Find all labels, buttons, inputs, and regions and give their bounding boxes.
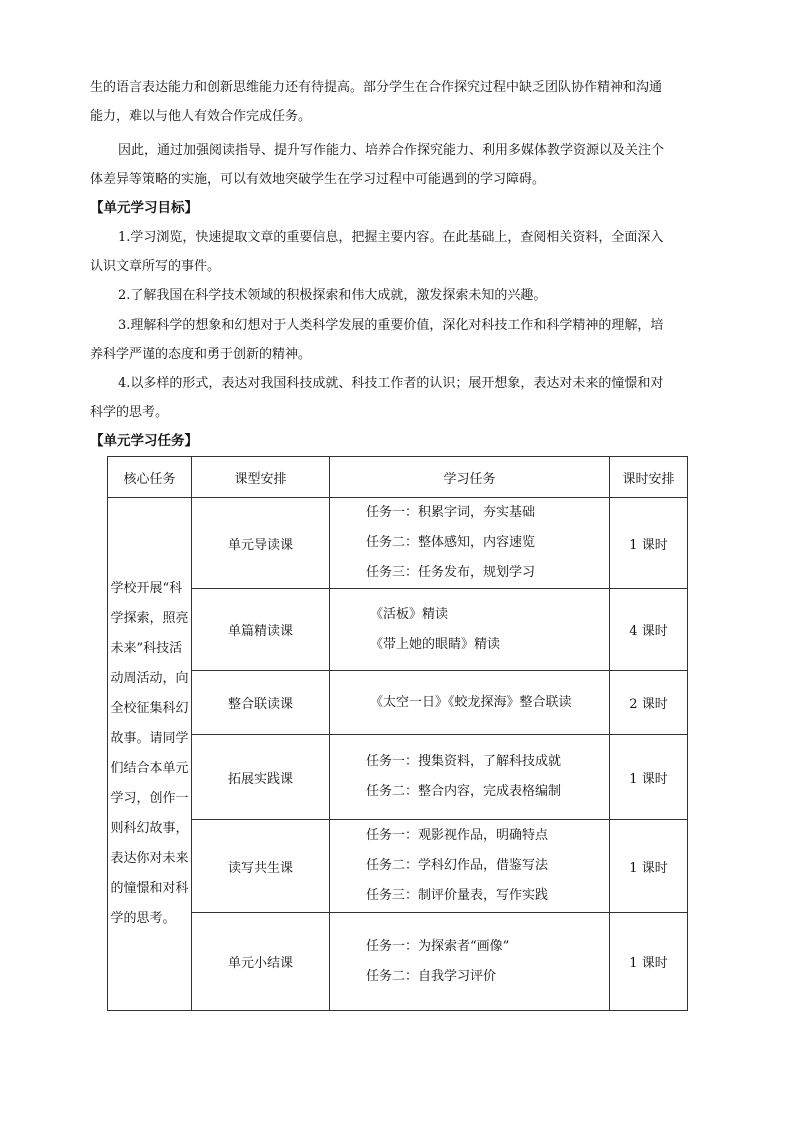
- conclusion-line-1: 因此，通过加强阅读指导、提升写作能力、培养合作探究能力、利用多媒体教学资源以及关注个: [118, 143, 665, 158]
- header-learning-task: 学习任务: [330, 457, 610, 498]
- class-hours-cell: 1 课时: [610, 498, 688, 589]
- table-header-row: [108, 457, 688, 498]
- table-row: [108, 735, 688, 820]
- task-item: 任务一：观影视作品，明确特点: [366, 828, 549, 843]
- header-core-task: 核心任务: [108, 457, 192, 498]
- lesson-type-cell: 读写共生课: [192, 820, 330, 913]
- task-item: 任务三：任务发布，规划学习: [366, 565, 536, 580]
- lesson-type-cell: 拓展实践课: [192, 735, 330, 820]
- lesson-type-cell: 整合联读课: [192, 671, 330, 735]
- intro-line-1: 生的语言表达能力和创新思维能力还有待提高。部分学生在合作探究过程中缺乏团队协作精神和沟通: [90, 80, 663, 95]
- goal-4-line-2: 科学的思考。: [90, 405, 169, 420]
- task-item: 《太空一日》《蛟龙探海》整合联读: [370, 694, 572, 710]
- lesson-type-cell: 单元小结课: [192, 913, 330, 1011]
- table-row: [108, 671, 688, 735]
- learning-task-cell: [330, 820, 610, 913]
- task-item: 任务三：制评价量表，写作实践: [366, 888, 549, 903]
- table-row: [108, 913, 688, 1011]
- table-row: [108, 589, 688, 671]
- unit-task-table: [107, 456, 688, 1011]
- core-task-text: 学校开展“科学探索，照亮未来”科技活动周活动，向全校征集科幻故事。请同学们结合本单元学习，创作一则科幻故事，表达你对未来的憧憬和对科学的思考。: [110, 581, 189, 926]
- learning-task-cell: [330, 498, 610, 589]
- goals-heading: 【单元学习目标】: [90, 200, 198, 216]
- task-item: 任务二：整体感知，内容速览: [366, 535, 536, 550]
- goal-3-line-2: 养科学严谨的态度和勇于创新的精神。: [90, 347, 312, 362]
- header-lesson-type: 课型安排: [192, 457, 330, 498]
- task-item: 任务一：为探索者“画像”: [366, 938, 510, 954]
- lesson-type-cell: 单元导读课: [192, 498, 330, 589]
- goal-2-line-1: 2.了解我国在科学技术领域的积极探索和伟大成就，激发探索未知的兴趣。: [118, 288, 547, 303]
- goal-3-line-1: 3.理解科学的想象和幻想对于人类科学发展的重要价值，深化对科技工作和科学精神的理解，培: [118, 318, 664, 333]
- task-item: 《活板》精读: [370, 606, 449, 622]
- task-item: 任务一：搜集资料，了解科技成就: [366, 754, 562, 769]
- goal-item-2: [90, 281, 702, 310]
- goal-4-line-1: 4.以多样的形式，表达对我国科技成就、科技工作者的认识；展开想象，表达对未来的憧憬和对: [118, 376, 664, 391]
- goal-item-3: [90, 311, 702, 369]
- goal-1-line-1: 1.学习浏览，快速提取文章的重要信息，把握主要内容。在此基础上，查阅相关资料，全面深入: [118, 230, 664, 245]
- table-row: [108, 820, 688, 913]
- conclusion-paragraph: [90, 136, 702, 194]
- intro-paragraph: [90, 73, 702, 131]
- task-item: 《带上她的眼睛》精读: [370, 636, 501, 652]
- lesson-type-cell: 单篇精读课: [192, 589, 330, 671]
- learning-task-cell: [330, 589, 610, 671]
- goal-item-4: [90, 369, 702, 427]
- intro-line-2: 能力，难以与他人有效合作完成任务。: [90, 109, 312, 124]
- header-class-hours: 课时安排: [610, 457, 688, 498]
- class-hours-cell: 4 课时: [610, 589, 688, 671]
- goal-1-line-2: 认识文章所写的事件。: [90, 259, 221, 274]
- learning-task-cell: [330, 735, 610, 820]
- class-hours-cell: 1 课时: [610, 913, 688, 1011]
- tasks-heading: 【单元学习任务】: [90, 433, 198, 449]
- class-hours-cell: 1 课时: [610, 820, 688, 913]
- goal-item-1: [90, 223, 702, 281]
- learning-task-cell: [330, 913, 610, 1011]
- class-hours-cell: 2 课时: [610, 671, 688, 735]
- task-item: 任务二：自我学习评价: [366, 968, 497, 984]
- conclusion-line-2: 体差异等策略的实施，可以有效地突破学生在学习过程中可能遇到的学习障碍。: [90, 172, 546, 187]
- class-hours-cell: 1 课时: [610, 735, 688, 820]
- task-item: 任务二：整合内容，完成表格编制: [366, 784, 562, 799]
- task-item: 任务二：学科幻作品，借鉴写法: [366, 858, 549, 873]
- task-item: 任务一：积累字词，夯实基础: [366, 505, 536, 520]
- core-task-cell: [108, 498, 192, 1011]
- learning-task-cell: [330, 671, 610, 735]
- table-row: [108, 498, 688, 589]
